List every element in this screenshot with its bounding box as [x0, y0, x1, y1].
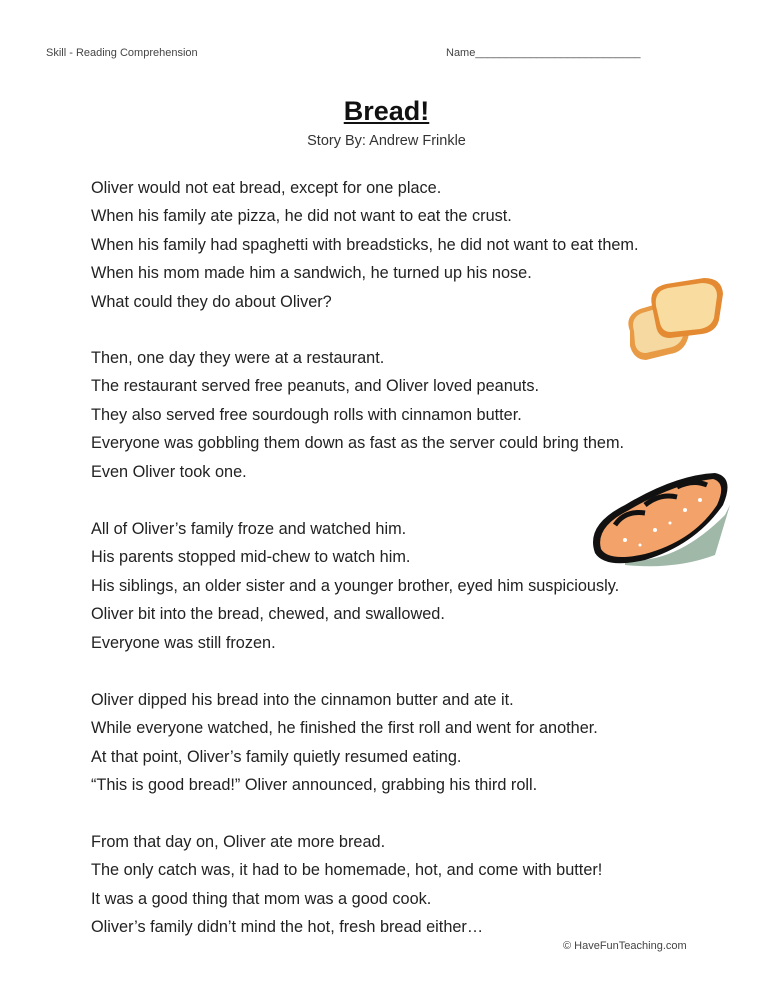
story-line: When his mom made him a sandwich, he turned up his nose. — [91, 264, 532, 283]
story-paragraph — [91, 515, 619, 657]
story-line: They also served free sourdough rolls with cinnamon butter. — [91, 405, 522, 424]
story-line: Everyone was gobbling them down as fast as the server could bring them. — [91, 434, 625, 453]
story-line: His parents stopped mid-chew to watch him. — [91, 548, 411, 567]
story-line: When his family ate pizza, he did not want to eat the crust. — [91, 207, 512, 226]
story-line: Everyone was still frozen. — [91, 633, 276, 652]
bread-loaf-image — [585, 465, 735, 570]
story-title: Bread! — [343, 96, 430, 126]
story-line: His siblings, an older sister and a younger brother, eyed him suspiciously. — [91, 576, 620, 595]
story-line: At that point, Oliver’s family quietly resumed eating. — [91, 747, 462, 766]
story-line: Oliver would not eat bread, except for one place. — [91, 179, 442, 197]
story-paragraph — [91, 174, 639, 316]
story-line: When his family had spaghetti with breadsticks, he did not want to eat them. — [91, 235, 639, 254]
story-line: It was a good thing that mom was a good cook. — [91, 889, 432, 908]
story-line: While everyone watched, he finished the first roll and went for another. — [91, 719, 598, 738]
story-line: All of Oliver’s family froze and watched him. — [91, 520, 407, 538]
story-line: What could they do about Oliver? — [91, 292, 332, 311]
story-line: “This is good bread!” Oliver announced, grabbing his third roll. — [91, 776, 538, 795]
copyright-footer: © HaveFunTeaching.com — [563, 940, 687, 952]
story-byline: Story By: Andrew Frinkle — [307, 133, 466, 149]
story-line: The only catch was, it had to be homemade, hot, and come with butter! — [91, 861, 603, 880]
story-paragraph — [91, 344, 624, 486]
story-line: From that day on, Oliver ate more bread. — [91, 833, 386, 851]
name-field: Name___________________________ — [446, 47, 641, 59]
story-paragraph — [91, 828, 602, 942]
story-line: Oliver bit into the bread, chewed, and swallowed. — [91, 605, 445, 624]
story-paragraph — [91, 686, 598, 800]
story-line: The restaurant served free peanuts, and Oliver loved peanuts. — [91, 377, 539, 396]
story-line: Then, one day they were at a restaurant. — [91, 349, 385, 367]
story-line: Oliver dipped his bread into the cinnamon butter and ate it. — [91, 691, 514, 709]
toast-slices-image — [622, 276, 727, 364]
story-line: Even Oliver took one. — [91, 462, 247, 481]
skill-label: Skill - Reading Comprehension — [46, 47, 198, 59]
story-line: Oliver’s family didn’t mind the hot, fresh bread either… — [91, 918, 484, 937]
